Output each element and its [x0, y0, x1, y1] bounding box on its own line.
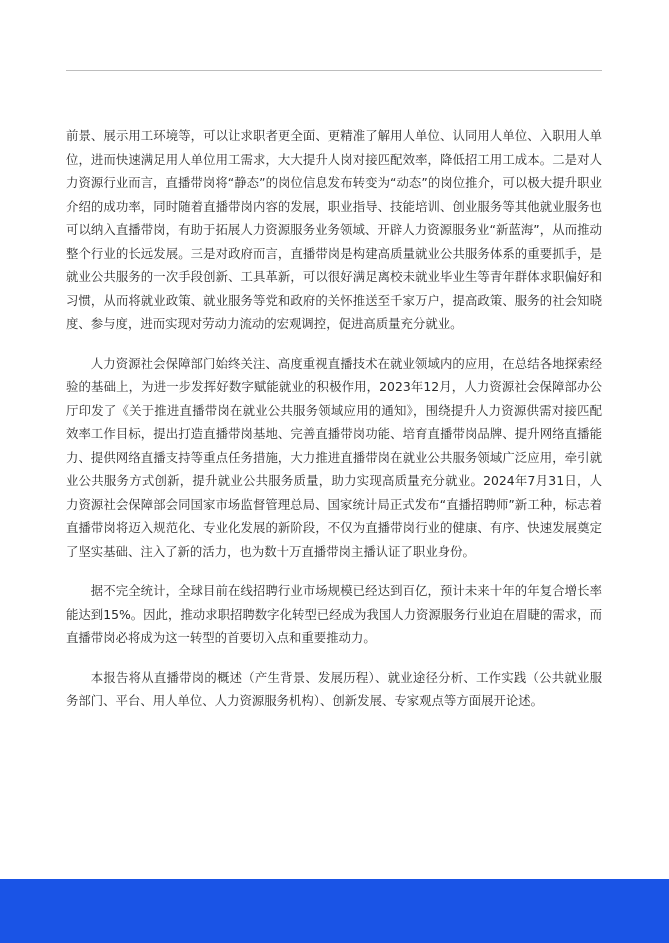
paragraph-1: 前景、展示用工环境等，可以让求职者更全面、更精准了解用人单位、认同用人单位、入职用人单位，进而快速满足用人单位用工需求，大大提升人岗对接匹配效率，降低招工用工成本。二是对人力资源行业而言，直播带岗将“静态”的岗位信息发布转变为“动态”的岗位推介，可以极大提升职业介绍的成功率，同时随着直播带岗内容的发展，职业指导、技能培训、创业服务等其他就业服务也可以纳入直播带岗，有助于拓展人力资源服务业务领域、开辟人力资源服务业“新蓝海”，从而推动整个行业的长远发展。三是对政府而言，直播带岗是构建高质量就业公共服务体系的重要抓手，是就业公共服务的一次手段创新、工具革新，可以很好满足离校未就业毕业生等青年群体求职偏好和习惯，从而将就业政策、就业服务等党和政府的关怀推送至千家万户，提高政策、服务的社会知晓度、参与度，进而实现对劳动力流动的宏观调控，促进高质量充分就业。 [66, 128, 602, 331]
header-rule [66, 70, 602, 71]
paragraph-2: 人力资源社会保障部门始终关注、高度重视直播技术在就业领域内的应用，在总结各地探索经验的基础上，为进一步发挥好数字赋能就业的积极作用，2023年12月，人力资源社会保障部办公厅印发了《关于推进直播带岗在就业公共服务领域应用的通知》，围绕提升人力资源供需对接匹配效率工作目标，提出打造直播带岗基地、完善直播带岗功能、培育直播带岗品牌、提升网络直播能力、提供网络直播支持等重点任务措施，大力推进直播带岗在就业公共服务领域广泛应用，牵引就业公共服务方式创新，提升就业公共服务质量，助力实现高质量充分就业。2024年7月31日，人力资源社会保障部会同国家市场监督管理总局、国家统计局正式发布“直播招聘师”新工种，标志着直播带岗将迈入规范化、专业化发展的新阶段，不仅为直播带岗行业的健康、有序、快速发展奠定了坚实基础、注入了新的活力，也为数十万直播带岗主播认证了职业身份。 [66, 355, 602, 559]
footer-band [0, 879, 669, 943]
report-body [66, 124, 602, 713]
paragraph-gap [66, 650, 602, 666]
paragraph-4: 本报告将从直播带岗的概述（产生背景、发展历程）、就业途径分析、工作实践（公共就业服务部门、平台、用人单位、人力资源服务机构）、创新发展、专家观点等方面展开论述。 [66, 669, 602, 708]
paragraph-gap [66, 336, 602, 352]
paragraph-3: 据不完全统计，全球目前在线招聘行业市场规模已经达到百亿，预计未来十年的年复合增长率能达到15%。因此，推动求职招聘数字化转型已经成为我国人力资源服务行业迫在眉睫的需求，而直播带岗必将成为这一转型的首要切入点和重要推动力。 [66, 583, 602, 645]
paragraph-gap [66, 563, 602, 579]
